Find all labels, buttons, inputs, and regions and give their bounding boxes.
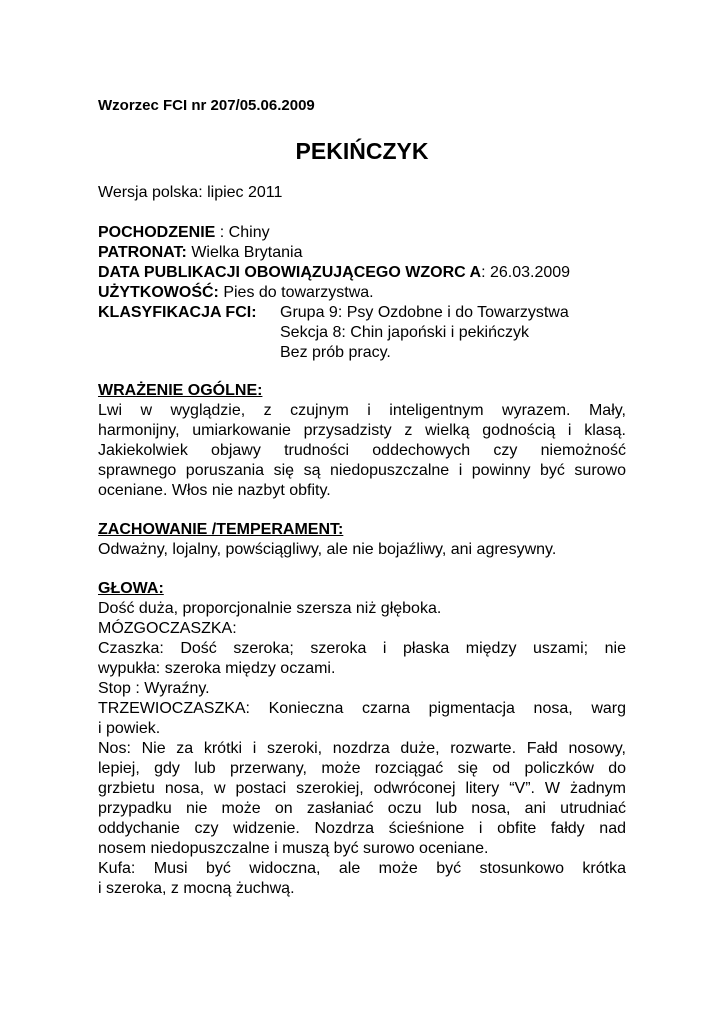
general-heading-text: WRAŻENIE OGÓLNE: bbox=[98, 382, 263, 399]
behaviour-heading-text: ZACHOWANIE /TEMPERAMENT: bbox=[98, 521, 344, 538]
head-line: grzbietu nosa, w postaci szerokiej, odwróconej litery “V”. W żadnym bbox=[98, 780, 626, 797]
origin-value: : Chiny bbox=[215, 224, 270, 241]
publication-label: DATA PUBLIKACJI OBOWIĄZUJĄCEGO WZORC A bbox=[98, 264, 482, 281]
general-line: Jakiekolwiek objawy trudności oddechowych czy niemożność bbox=[98, 442, 626, 459]
classification-section: Sekcja 8: Chin japoński i pekińczyk bbox=[280, 324, 530, 341]
head-line: Dość duża, proporcjonalnie szersza niż głęboka. bbox=[98, 600, 442, 617]
classification-work-trial: Bez prób pracy. bbox=[280, 344, 391, 361]
origin-label: POCHODZENIE bbox=[98, 224, 216, 241]
breed-title bbox=[98, 136, 626, 166]
classification-label: KLASYFIKACJA FCI: bbox=[98, 304, 257, 321]
head-line: i szeroka, z mocną żuchwą. bbox=[98, 880, 295, 897]
general-line: harmonijny, umiarkowanie przysadzisty z wielką godnością i klasą. bbox=[98, 422, 626, 439]
utility-label: UŻYTKOWOŚĆ: bbox=[98, 284, 219, 301]
general-line: sprawnego poruszania się są niedopuszczalne i powinny być surowo bbox=[98, 462, 626, 479]
head-line: Czaszka: Dość szeroka; szeroka i płaska między uszami; nie bbox=[98, 640, 626, 657]
utility-value: Pies do towarzystwa. bbox=[218, 284, 374, 301]
standard-number-header: Wzorzec FCI nr 207/05.06.2009 bbox=[98, 97, 315, 114]
head-line: wypukła: szeroka między oczami. bbox=[98, 660, 336, 677]
breed-title-text: PEKIŃCZYK bbox=[295, 138, 429, 164]
head-line: przypadku nie może on zasłaniać oczu lub nosa, ani utrudniać bbox=[98, 800, 626, 817]
head-heading-text: GŁOWA: bbox=[98, 580, 164, 597]
general-heading bbox=[98, 381, 262, 401]
patron-label: PATRONAT: bbox=[98, 244, 187, 261]
classification-group: Grupa 9: Psy Ozdobne i do Towarzystwa bbox=[280, 304, 569, 321]
head-line: oddychanie czy widzenie. Nozdrza ścieśnione i obfite fałdy nad bbox=[98, 820, 626, 837]
origin-line bbox=[98, 223, 270, 243]
head-line: i powiek. bbox=[98, 720, 161, 737]
publication-line bbox=[98, 263, 570, 283]
head-line: nosem niedopuszczalne i muszą być surowo oceniane. bbox=[98, 840, 489, 857]
head-line: Stop : Wyraźny. bbox=[98, 680, 210, 697]
patron-line bbox=[98, 243, 302, 263]
behaviour-line: Odważny, lojalny, powściągliwy, ale nie bojaźliwy, ani agresywny. bbox=[98, 541, 557, 558]
head-line: lepiej, gdy lub przerwany, może rozciągać się od policzków do bbox=[98, 760, 626, 777]
head-heading bbox=[98, 579, 164, 599]
patron-value: Wielka Brytania bbox=[186, 244, 303, 261]
behaviour-heading bbox=[98, 520, 343, 540]
head-line: Nos: Nie za krótki i szeroki, nozdrza duże, rozwarte. Fałd nosowy, bbox=[98, 740, 626, 757]
general-line: oceniane. Włos nie nazbyt obfity. bbox=[98, 482, 331, 499]
utility-line bbox=[98, 283, 374, 303]
general-line: Lwi w wyglądzie, z czujnym i inteligentnym wyrazem. Mały, bbox=[98, 402, 626, 419]
classification-line bbox=[98, 303, 257, 323]
head-line: MÓZGOCZASZKA: bbox=[98, 620, 237, 637]
publication-value: : 26.03.2009 bbox=[481, 264, 571, 281]
head-line: Kufa: Musi być widoczna, ale może być stosunkowo krótka bbox=[98, 860, 626, 877]
head-line: TRZEWIOCZASZKA: Konieczna czarna pigmentacja nosa, warg bbox=[98, 700, 626, 717]
version-line: Wersja polska: lipiec 2011 bbox=[98, 184, 283, 201]
